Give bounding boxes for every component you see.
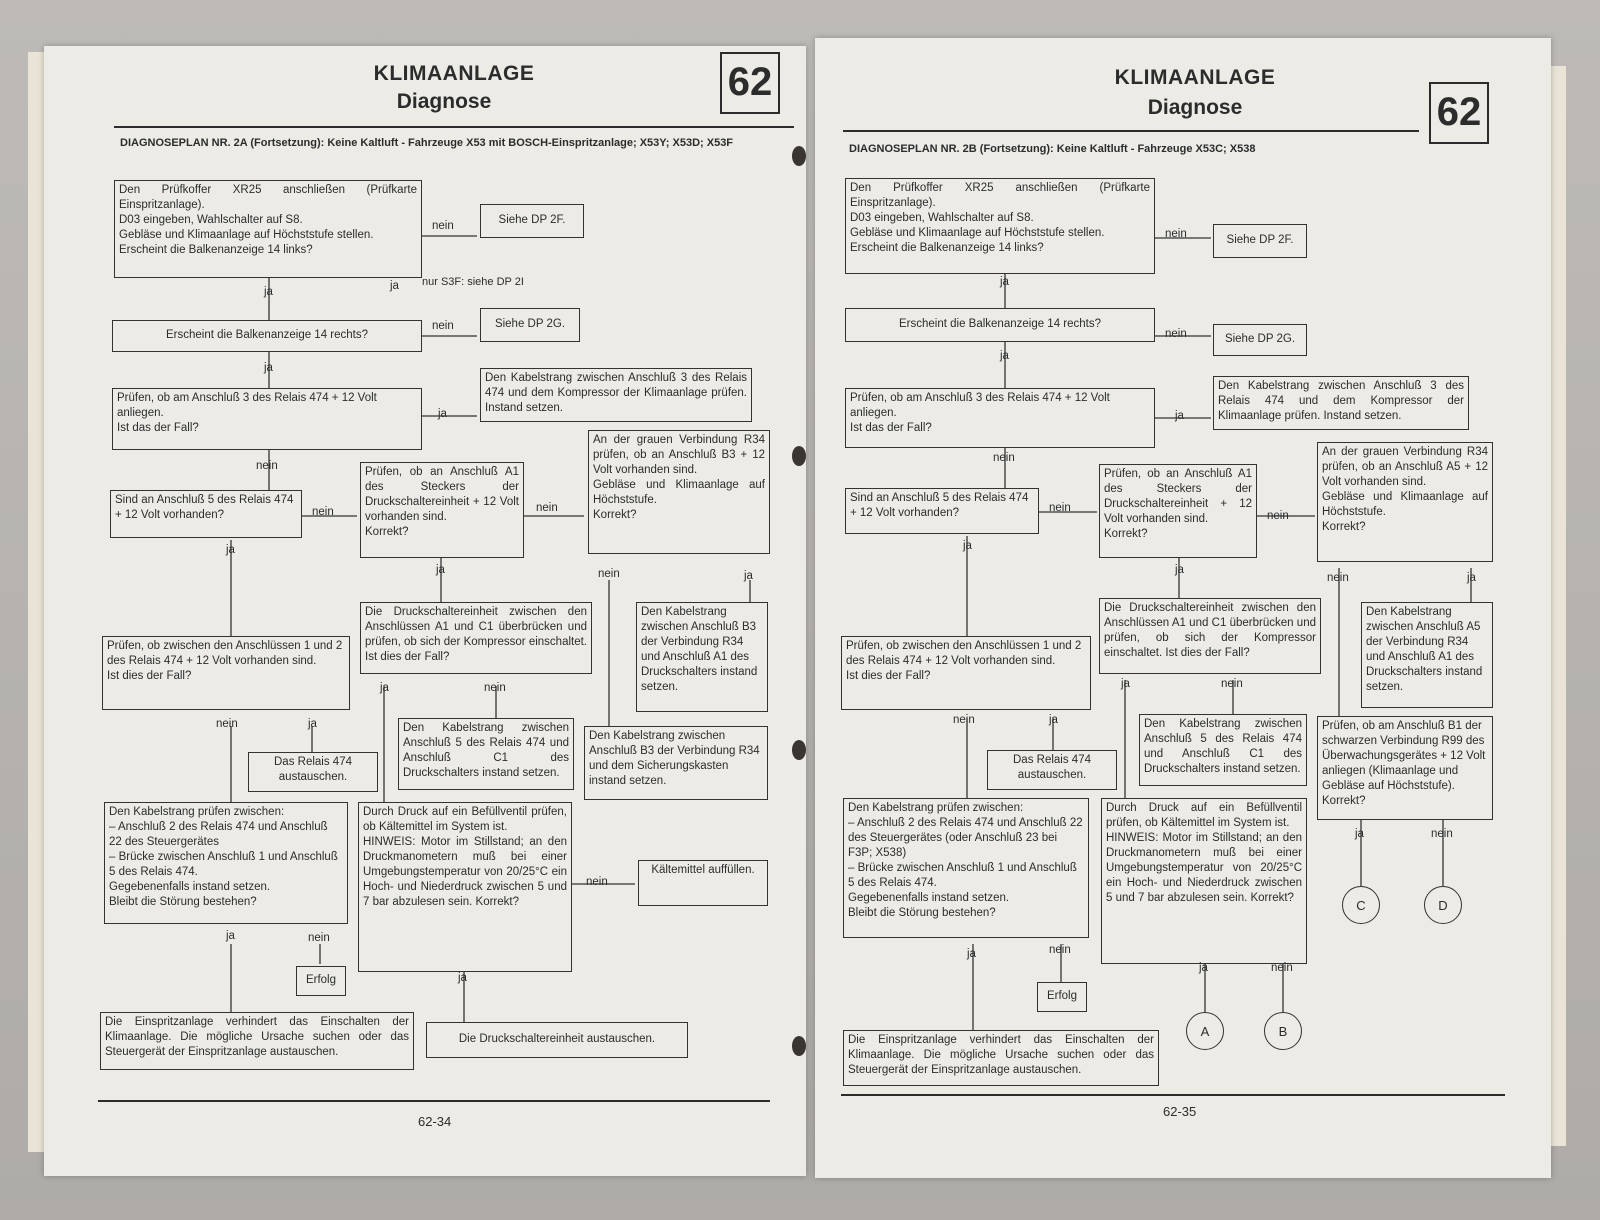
- nein-label: nein: [1327, 572, 1349, 584]
- step-box-1: Den Prüfkoffer XR25 anschließen (Prüfkarte Einspritzanlage). D03 eingeben, Wahlschalter auf S8. Gebläse und Klimaanlage auf Höchststufe stellen. Erscheint die Balkenanzeige 14 links?: [845, 178, 1155, 274]
- step-box-13: Den Kabelstrang prüfen zwischen: – Anschluß 2 des Relais 474 und Anschluß 22 des Steuergerätes – Brücke zwischen Anschluß 1 und Anschluß 5 des Relais 474. Gegebenenfalls instand setzen. Bleibt die Störung bestehen?: [104, 802, 348, 924]
- step-box-5: Prüfen, ob an Anschluß A1 des Steckers der Druckschaltereinheit + 12 Volt vorhanden sind. Korrekt?: [1099, 464, 1257, 558]
- step-box-2-nein: Siehe DP 2G.: [1213, 324, 1307, 356]
- footer-rule: [841, 1094, 1505, 1096]
- plan-title: DIAGNOSEPLAN NR. 2A (Fortsetzung): Keine Kaltluft - Fahrzeuge X53 mit BOSCH-Einspritzanlage; X53Y; X53D; X53F: [120, 137, 734, 149]
- step-box-16: Erfolg: [1037, 982, 1087, 1012]
- nein-label: nein: [432, 320, 454, 332]
- step-box-13: Den Kabelstrang prüfen zwischen: – Anschluß 2 des Relais 474 und Anschluß 22 des Steuergerätes (oder Anschluß 23 bei F3P; X538) – Brücke zwischen Anschluß 1 und Anschluß 5 des Relais 474. Gegebenenfalls instand setzen. Bleibt die Störung bestehen?: [843, 798, 1089, 938]
- ja-label: ja: [1199, 962, 1208, 974]
- connector-d: D: [1424, 886, 1462, 924]
- ja-label: ja: [308, 718, 317, 730]
- step-box-8: Den Kabelstrang zwischen Anschluß B3 der Verbindung R34 und Anschluß A1 des Druckschalters instand setzen.: [636, 602, 768, 712]
- ja-label: ja: [744, 570, 753, 582]
- nein-label: nein: [993, 452, 1015, 464]
- binding-hole: [792, 446, 806, 466]
- ja-label: ja: [264, 362, 273, 374]
- ja-label: ja: [1467, 572, 1476, 584]
- step-box-10: Den Kabelstrang zwischen Anschluß 5 des Relais 474 und Anschluß C1 des Druckschalters instand setzen.: [1139, 714, 1307, 786]
- nein-label: nein: [1165, 328, 1187, 340]
- nein-label: nein: [1049, 502, 1071, 514]
- page-subtitle: Diagnose: [396, 90, 492, 113]
- connector-b: B: [1264, 1012, 1302, 1050]
- step-box-12: Das Relais 474 austauschen.: [248, 752, 378, 792]
- footer-rule: [98, 1100, 770, 1102]
- ja-label: ja: [963, 540, 972, 552]
- ja-label: ja: [436, 564, 445, 576]
- ja-label: ja: [380, 682, 389, 694]
- ja-label: ja: [226, 930, 235, 942]
- nein-label: nein: [432, 220, 454, 232]
- nein-label: nein: [953, 714, 975, 726]
- ja-label: ja: [967, 948, 976, 960]
- step-box-11: Prüfen, ob am Anschluß B1 der schwarzen Verbindung R99 des Überwachungsgerätes + 12 Volt anliegen (Klimaanlage und Gebläse auf Höchststufe). Korrekt?: [1317, 716, 1493, 820]
- step-box-9: Prüfen, ob zwischen den Anschlüssen 1 und 2 des Relais 474 + 12 Volt vorhanden sind. Ist dies der Fall?: [841, 636, 1091, 710]
- page-title: KLIMAANLAGE: [1114, 66, 1276, 89]
- page-number: 62-34: [418, 1114, 452, 1129]
- ja-label: ja: [1049, 714, 1058, 726]
- nein-label: nein: [312, 506, 334, 518]
- ja-label: ja: [1000, 276, 1009, 288]
- nein-label: nein: [1049, 944, 1071, 956]
- step-box-2: Erscheint die Balkenanzeige 14 rechts?: [112, 320, 422, 352]
- nein-label: nein: [1165, 228, 1187, 240]
- step-box-12: Das Relais 474 austauschen.: [987, 750, 1117, 790]
- nein-label: nein: [1221, 678, 1243, 690]
- step-box-7: Die Druckschaltereinheit zwischen den Anschlüssen A1 und C1 überbrücken und prüfen, ob sich der Kompressor einschaltet. Ist dies der Fall?: [1099, 598, 1321, 674]
- step-box-6: An der grauen Verbindung R34 prüfen, ob an Anschluß B3 + 12 Volt vorhanden sind. Gebläse und Klimaanlage auf Höchststufe. Korrekt?: [588, 430, 770, 554]
- step-box-17: Die Einspritzanlage verhindert das Einschalten der Klimaanlage. Die mögliche Ursache suchen oder das Steuergerät der Einspritzanlage austauschen.: [843, 1030, 1159, 1086]
- step-box-11: Den Kabelstrang zwischen Anschluß B3 der Verbindung R34 und dem Sicherungskasten instand setzen.: [584, 726, 768, 800]
- step-box-2: Erscheint die Balkenanzeige 14 rechts?: [845, 308, 1155, 342]
- step-box-15: Kältemittel auffüllen.: [638, 860, 768, 906]
- plan-title: DIAGNOSEPLAN NR. 2B (Fortsetzung): Keine Kaltluft - Fahrzeuge X53C; X538: [849, 143, 1256, 155]
- binding-hole: [792, 1036, 806, 1056]
- ja-label: ja: [1000, 350, 1009, 362]
- step-box-7: Die Druckschaltereinheit zwischen den Anschlüssen A1 und C1 überbrücken und prüfen, ob sich der Kompressor einschaltet. Ist dies der Fall?: [360, 602, 592, 674]
- chapter-number: 62: [1429, 82, 1489, 144]
- nein-label: nein: [598, 568, 620, 580]
- nein-label: nein: [308, 932, 330, 944]
- ja-label: ja: [1355, 828, 1364, 840]
- step-box-3: Prüfen, ob am Anschluß 3 des Relais 474 + 12 Volt anliegen. Ist das der Fall?: [845, 388, 1155, 448]
- connector-a: A: [1186, 1012, 1224, 1050]
- connector-c: C: [1342, 886, 1380, 924]
- step-box-18: Die Druckschaltereinheit austauschen.: [426, 1022, 688, 1058]
- step-box-1: Den Prüfkoffer XR25 anschließen (Prüfkarte Einspritzanlage). D03 eingeben, Wahlschalter auf S8. Gebläse und Klimaanlage auf Höchststufe stellen. Erscheint die Balkenanzeige 14 links?: [114, 180, 422, 278]
- nein-label: nein: [586, 876, 608, 888]
- step-box-9: Prüfen, ob zwischen den Anschlüssen 1 und 2 des Relais 474 + 12 Volt vorhanden sind. Ist dies der Fall?: [102, 636, 350, 710]
- step-box-5: Prüfen, ob an Anschluß A1 des Steckers der Druckschaltereinheit + 12 Volt vorhanden sind. Korrekt?: [360, 462, 524, 558]
- page-number: 62-35: [1163, 1104, 1197, 1119]
- ja-label: ja: [458, 972, 467, 984]
- step-box-4: Sind an Anschluß 5 des Relais 474 + 12 Volt vorhanden?: [845, 488, 1039, 534]
- page-subtitle: Diagnose: [1147, 96, 1243, 119]
- nein-label: nein: [536, 502, 558, 514]
- left-page: [44, 46, 806, 1176]
- step-box-17: Die Einspritzanlage verhindert das Einschalten der Klimaanlage. Die mögliche Ursache suchen oder das Steuergerät der Einspritzanlage austauschen.: [100, 1012, 414, 1070]
- nein-label: nein: [1431, 828, 1453, 840]
- ja-label: ja: [438, 408, 447, 420]
- nein-label: nein: [256, 460, 278, 472]
- ja-label: ja: [226, 544, 235, 556]
- s3f-note: nur S3F: siehe DP 2I: [422, 276, 524, 288]
- step-box-10: Den Kabelstrang zwischen Anschluß 5 des Relais 474 und Anschluß C1 des Druckschalters instand setzen.: [398, 718, 574, 790]
- nein-label: nein: [216, 718, 238, 730]
- nein-label: nein: [1271, 962, 1293, 974]
- step-box-1-nein: Siehe DP 2F.: [1213, 224, 1307, 258]
- step-box-3-ja: Den Kabelstrang zwischen Anschluß 3 des Relais 474 und dem Kompressor der Klimaanlage prüfen. Instand setzen.: [1213, 376, 1469, 430]
- step-box-6: An der grauen Verbindung R34 prüfen, ob an Anschluß A5 + 12 Volt vorhanden sind. Gebläse und Klimaanlage auf Höchststufe. Korrekt?: [1317, 442, 1493, 562]
- page-title: KLIMAANLAGE: [373, 62, 535, 85]
- nein-label: nein: [484, 682, 506, 694]
- binding-hole: [792, 146, 806, 166]
- step-box-3-ja: Den Kabelstrang zwischen Anschluß 3 des Relais 474 und dem Kompressor der Klimaanlage prüfen. Instand setzen.: [480, 368, 752, 422]
- ja-label: ja: [1175, 410, 1184, 422]
- chapter-number: 62: [720, 52, 780, 114]
- step-box-16: Erfolg: [296, 966, 346, 996]
- ja-label: ja: [1121, 678, 1130, 690]
- ja-label: ja: [264, 286, 273, 298]
- ja-label: ja: [390, 280, 399, 292]
- step-box-2-nein: Siehe DP 2G.: [480, 308, 580, 342]
- step-box-14: Durch Druck auf ein Befüllventil prüfen, ob Kältemittel im System ist. HINWEIS: Motor im Stillstand; an den Druckmanometern muß bei einer Umgebungstemperatur von 20/25°C ein Hoch- und Niederdruck zwischen 5 und 7 bar abzulesen sein. Korrekt?: [1101, 798, 1307, 964]
- step-box-14: Durch Druck auf ein Befüllventil prüfen, ob Kältemittel im System ist. HINWEIS: Motor im Stillstand; an den Druckmanometern muß bei einer Umgebungstemperatur von 20/25°C ein Hoch- und Niederdruck zwischen 5 und 7 bar abzulesen sein. Korrekt?: [358, 802, 572, 972]
- right-page: [815, 38, 1551, 1178]
- step-box-3: Prüfen, ob am Anschluß 3 des Relais 474 + 12 Volt anliegen. Ist das der Fall?: [112, 388, 422, 450]
- step-box-4: Sind an Anschluß 5 des Relais 474 + 12 Volt vorhanden?: [110, 490, 302, 538]
- binding-hole: [792, 740, 806, 760]
- step-box-8: Den Kabelstrang zwischen Anschluß A5 der Verbindung R34 und Anschluß A1 des Druckschalters instand setzen.: [1361, 602, 1493, 708]
- step-box-1-nein: Siehe DP 2F.: [480, 204, 584, 238]
- ja-label: ja: [1175, 564, 1184, 576]
- nein-label: nein: [1267, 510, 1289, 522]
